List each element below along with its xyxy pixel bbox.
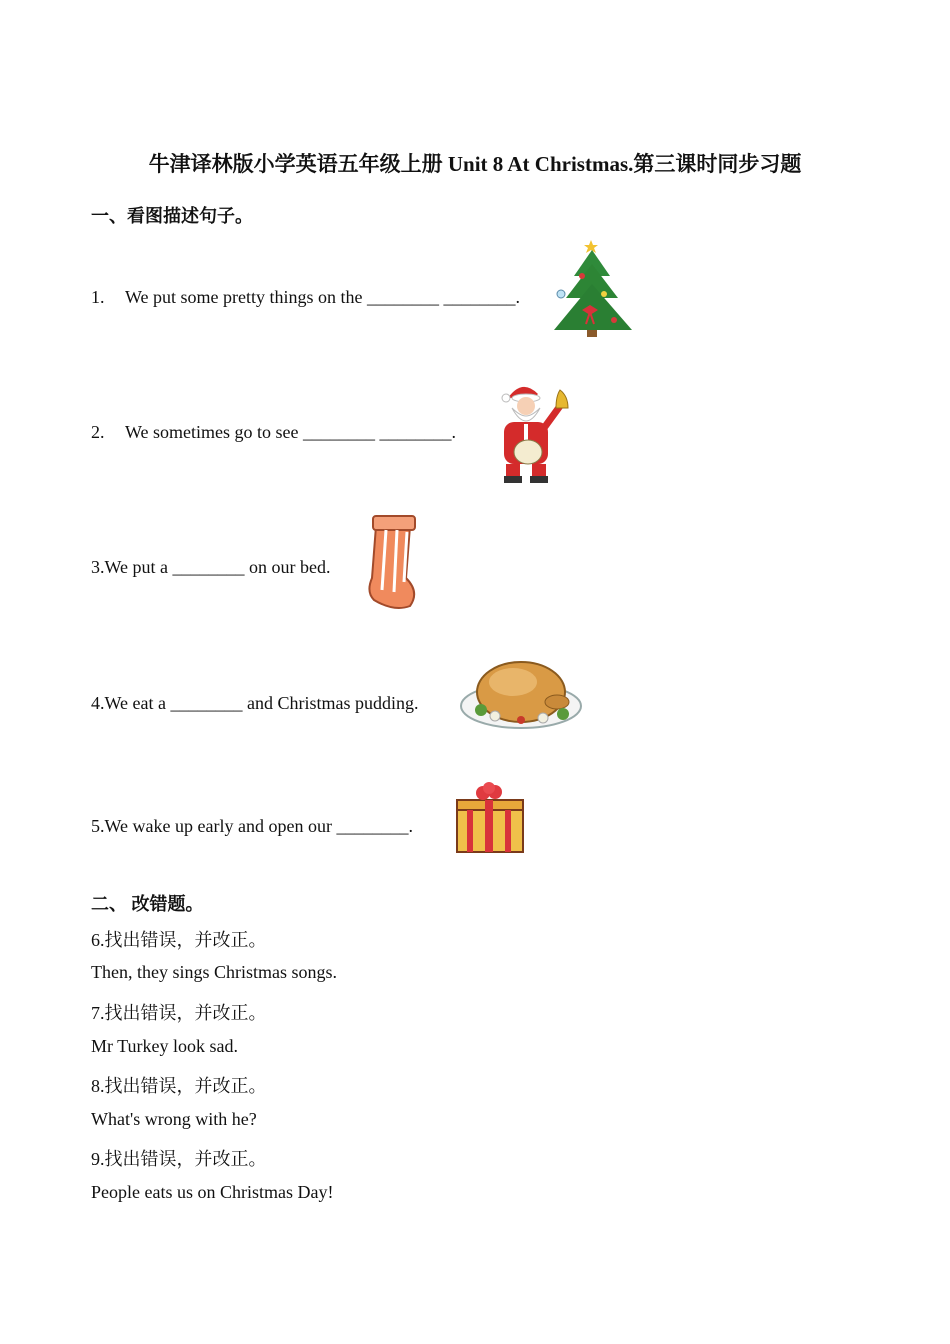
question-1: [91, 287, 520, 308]
roast-turkey-icon: [459, 652, 583, 732]
question-9-sentence: People eats us on Christmas Day!: [91, 1182, 334, 1202]
question-text: 5.We wake up early and open our ________.: [91, 816, 413, 836]
question-5: [91, 816, 413, 837]
section1-heading: 一、看图描述句子。: [91, 206, 253, 226]
question-8-sentence: What's wrong with he?: [91, 1109, 257, 1129]
question-number: 2.: [91, 422, 105, 442]
question-3: [91, 557, 331, 578]
question-8-prompt: 8.找出错误，并改正。: [91, 1076, 267, 1096]
question-text: We sometimes go to see ________ ________.: [125, 422, 457, 442]
section2-heading: 二、 改错题。: [91, 894, 204, 914]
page-title: 牛津译林版小学英语五年级上册 Unit 8 At Christmas.第三课时同步习题: [148, 152, 802, 176]
question-4: [91, 693, 419, 714]
christmas-tree-icon: [552, 236, 636, 340]
question-text: We put some pretty things on the ________ ________.: [125, 287, 521, 307]
gift-box-icon: [453, 782, 527, 856]
question-7-prompt: 7.找出错误，并改正。: [91, 1003, 267, 1023]
question-text: 3.We put a ________ on our bed.: [91, 557, 331, 577]
question-6-prompt: 6.找出错误，并改正。: [91, 930, 267, 950]
question-text: 4.We eat a ________ and Christmas pudding.: [91, 693, 419, 713]
question-2: [91, 422, 456, 443]
question-number: 1.: [91, 287, 105, 307]
santa-claus-icon: [494, 376, 582, 488]
stocking-icon: [364, 512, 422, 614]
question-9-prompt: 9.找出错误，并改正。: [91, 1149, 267, 1169]
question-7-sentence: Mr Turkey look sad.: [91, 1036, 239, 1056]
question-6-sentence: Then, they sings Christmas songs.: [91, 962, 337, 982]
